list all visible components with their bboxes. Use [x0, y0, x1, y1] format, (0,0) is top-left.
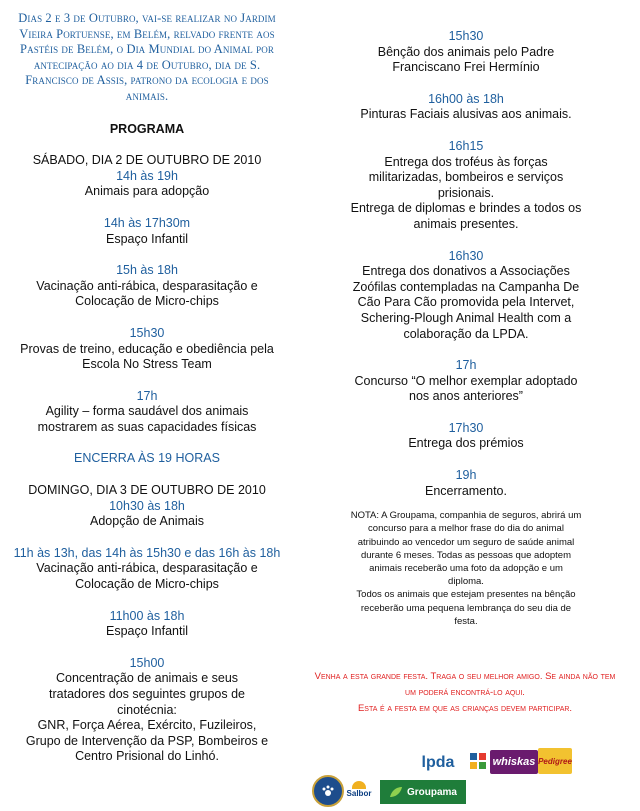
- schedule-time: 11h00 às 18h: [109, 608, 185, 623]
- schedule-time: 15h às 18h: [116, 263, 178, 278]
- salbor-logo-text: Salbor: [346, 788, 372, 798]
- schedule-desc: Adopção de Animais: [90, 514, 204, 529]
- schedule-item: [6, 389, 288, 436]
- schedule-item: [6, 326, 288, 373]
- leaf-icon: [389, 786, 403, 798]
- schedule-desc: Vacinação anti-rábica, desparasitação e Colocação de Micro-chips: [36, 561, 258, 592]
- schedule-desc: Encerramento.: [425, 483, 507, 498]
- schedule-desc: Provas de treino, educação e obediência pela Escola No Stress Team: [20, 341, 274, 372]
- whiskas-logo-text: whiskas: [492, 756, 536, 768]
- schedule-item: [6, 216, 288, 247]
- saturday-heading: SÁBADO, DIA 2 DE OUTUBRO DE 2010: [32, 153, 262, 168]
- sunday-heading: DOMINGO, DIA 3 DE OUTUBRO DE 2010: [28, 483, 266, 498]
- intro-text: Dias 2 e 3 de Outubro, vai-se realizar no Jardim Vieira Portuense, em Belém, relvado frente aos Pastéis de Belém, o Dia Mundial do Animal por antecipação ao dia 4 de Outubro, dia de S. Francisco de Assis, patrono da ecologia e dos animais.: [18, 11, 276, 103]
- whiskas-logo: [490, 750, 538, 774]
- schedule-desc-groups: GNR, Força Aérea, Exército, Fuzileiros, Grupo de Intervenção da PSP, Bombeiros e Centro Prisional do Linhó.: [25, 718, 269, 764]
- lpda-logo-text: lpda: [421, 754, 455, 771]
- schedule-time: 16h00 às 18h: [428, 91, 504, 106]
- groupama-logo: [380, 780, 466, 804]
- salbor-logo: [343, 774, 375, 804]
- schedule-time: 14h às 17h30m: [103, 215, 191, 230]
- kids-mark-icon: [470, 753, 486, 769]
- schedule-desc: Concurso “O melhor exemplar adoptado nos anos anteriores”: [354, 373, 578, 404]
- schedule-desc: Entrega dos troféus às forças militarizadas, bombeiros e serviços prisionais.: [368, 154, 564, 200]
- schedule-desc: Espaço Infantil: [106, 231, 188, 246]
- sun-icon: [352, 781, 366, 789]
- invitation-text: [300, 669, 630, 716]
- schedule-time: 17h30: [448, 420, 484, 435]
- schedule-item: [340, 421, 592, 452]
- schedule-desc: Concentração de animais e seus tratadores dos seguintes grupos de cinotécnia:: [49, 671, 245, 717]
- nota-text: NOTA: A Groupama, companhia de seguros, abrirá um concurso para a melhor frase do dia do animal atribuindo ao vencedor um seguro de saúde animal durante 6 meses. Todas as pessoas que adoptem animais receberão uma foto da adopção e um diploma.: [350, 510, 582, 588]
- schedule-time: 17h: [455, 358, 477, 373]
- schedule-time: 11h às 13h, das 14h às 15h30 e das 16h às 18h: [13, 545, 281, 560]
- schedule-desc: Agility – forma saudável dos animais mostrarem as suas capacidades físicas: [37, 404, 257, 434]
- pedigree-logo: [538, 748, 572, 774]
- schedule-item: [6, 609, 288, 640]
- paw-icon: [321, 784, 335, 798]
- schedule-item: [340, 468, 592, 499]
- schedule-desc: Bênção dos animais pelo Padre Franciscano Frei Hermínio: [377, 44, 555, 75]
- closing-notice: ENCERRA ÀS 19 HORAS: [74, 451, 220, 466]
- schedule-time: 15h00: [129, 655, 165, 670]
- programa-heading: PROGRAMA: [109, 121, 185, 136]
- invitation-line: Esta é a festa em que as crianças devem participar.: [357, 702, 573, 714]
- schedule-item: [340, 249, 592, 343]
- schedule-item: [6, 546, 288, 593]
- lpda-logo: [410, 752, 466, 774]
- schedule-item: [6, 263, 288, 310]
- schedule-desc-diplomas: Entrega de diplomas e brindes a todos os animais presentes.: [350, 201, 582, 231]
- nota-text-blessing: Todos os animais que estejam presentes na bênção receberão uma pequena lembrança do seu dia de festa.: [356, 589, 576, 627]
- schedule-item: [340, 358, 592, 405]
- seal-logo-icon: [312, 775, 344, 807]
- schedule-time: 19h: [455, 468, 477, 483]
- schedule-item: [6, 656, 288, 765]
- sunday-section: [6, 483, 288, 530]
- schedule-time: 15h30: [129, 325, 165, 340]
- pedigree-logo-text: Pedigree: [538, 756, 572, 766]
- groupama-logo-text: Groupama: [406, 786, 457, 798]
- left-column: [6, 0, 288, 765]
- schedule-item: [340, 139, 592, 233]
- schedule-desc: Pinturas Faciais alusivas aos animais.: [360, 107, 572, 122]
- invitation-line: Venha a esta grande festa. Traga o seu melhor amigo. Se ainda não tem um poderá encontrá-lo aqui.: [314, 671, 616, 698]
- schedule-time: 14h às 19h: [116, 168, 178, 183]
- schedule-time: 16h15: [448, 138, 484, 153]
- schedule-desc: Animais para adopção: [84, 184, 210, 199]
- schedule-item: [340, 92, 592, 123]
- kids-logo-icon: [467, 748, 489, 774]
- schedule-desc: Vacinação anti-rábica, desparasitação e Colocação de Micro-chips: [36, 278, 258, 309]
- schedule-time: 17h: [136, 388, 158, 403]
- saturday-section: [6, 153, 288, 200]
- schedule-time: 15h30: [448, 29, 484, 43]
- schedule-desc: Entrega dos donativos a Associações Zoófilas contempladas na Campanha De Cão Para Cão promovida pela Intervet, Schering-Plough Animal Health com a colaboração da LPDA.: [352, 264, 580, 341]
- right-column: [340, 0, 592, 628]
- schedule-desc: Entrega dos prémios: [408, 436, 524, 451]
- schedule-item: [340, 29, 592, 76]
- schedule-time: 16h30: [448, 248, 484, 263]
- schedule-desc: Espaço Infantil: [106, 624, 188, 639]
- schedule-time: 10h30 às 18h: [109, 498, 185, 513]
